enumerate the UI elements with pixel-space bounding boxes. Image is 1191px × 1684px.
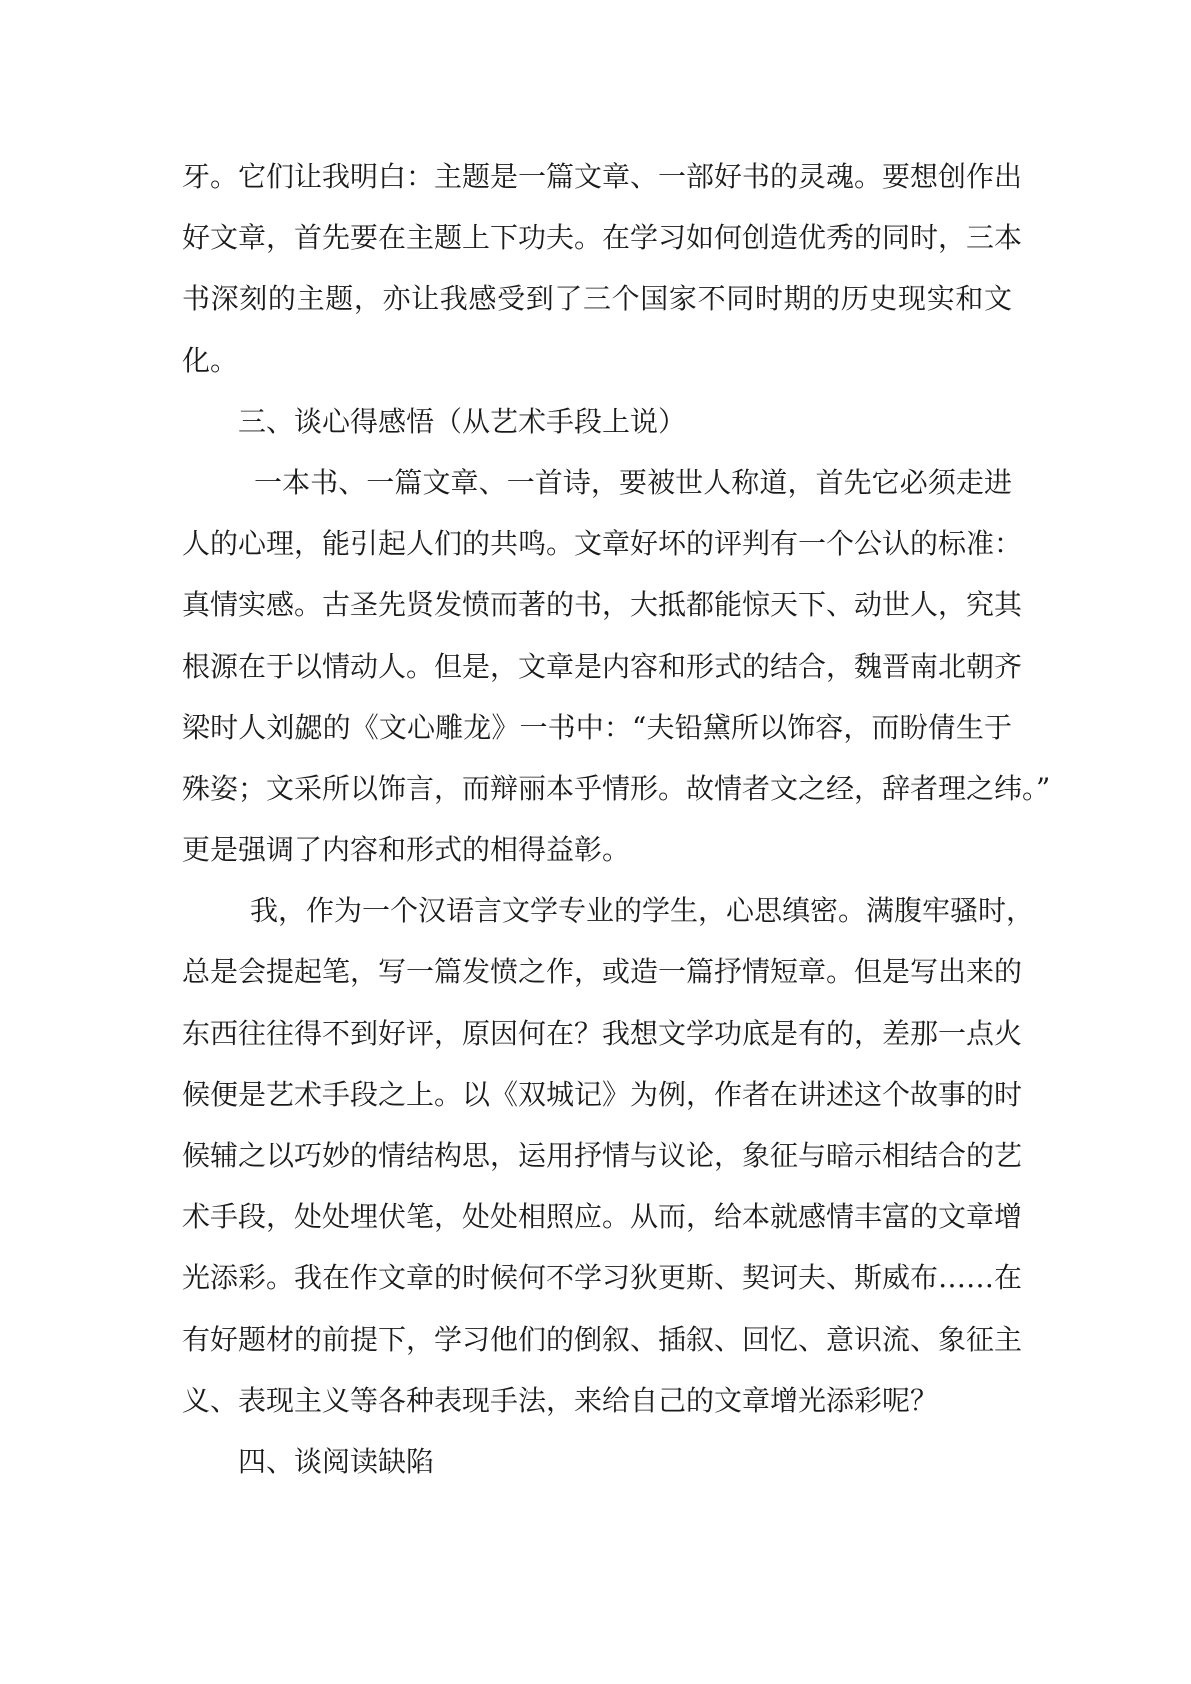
paragraph-line: 梁时人刘勰的《文心雕龙》一书中：“夫铅黛所以饰容，而盼倩生于 [182, 710, 1012, 744]
paragraph-line: 一本书、一篇文章、一首诗，要被世人称道，首先它必须走进 [254, 465, 1012, 499]
document-body [182, 146, 1051, 1492]
section-heading-four: 四、谈阅读缺陷 [238, 1444, 435, 1478]
paragraph-line: 更是强调了内容和形式的相得益彰。 [182, 833, 631, 867]
paragraph-line: 东西往往得不到好评，原因何在？我想文学功底是有的，差那一点火 [182, 1016, 1023, 1050]
paragraph-line: 候辅之以巧妙的情结构思，运用抒情与议论，象征与暗示相结合的艺 [182, 1139, 1023, 1172]
section-heading-three: 三、谈心得感悟（从艺术手段上说） [238, 404, 687, 438]
paragraph-line: 牙。它们让我明白：主题是一篇文章、一部好书的灵魂。要想创作出 [182, 160, 1023, 193]
paragraph-line: 有好题材的前提下，学习他们的倒叙、插叙、回忆、意识流、象征主 [182, 1322, 1023, 1356]
paragraph-line: 好文章，首先要在主题上下功夫。在学习如何创造优秀的同时，三本 [182, 221, 1023, 255]
paragraph-line: 我，作为一个汉语言文学专业的学生，心思缜密。满腹牢骚时， [250, 894, 1035, 928]
paragraph-line: 术手段，处处埋伏笔，处处相照应。从而，给本就感情丰富的文章增 [182, 1200, 1023, 1234]
paragraph-line: 真情实感。古圣先贤发愤而著的书，大抵都能惊天下、动世人，究其 [182, 588, 1023, 622]
paragraph-line: 人的心理，能引起人们的共鸣。文章好坏的评判有一个公认的标准： [182, 527, 1023, 561]
paragraph-line: 殊姿；文采所以饰言，而辩丽本乎情形。故情者文之经，辞者理之纬。” [182, 771, 1051, 805]
paragraph-line: 候便是艺术手段之上。以《双城记》为例，作者在讲述这个故事的时 [182, 1077, 1023, 1111]
paragraph-line: 义、表现主义等各种表现手法，来给自己的文章增光添彩呢？ [182, 1383, 939, 1417]
paragraph-line: 化。 [182, 343, 239, 377]
paragraph-line: 总是会提起笔，写一篇发愤之作，或造一篇抒情短章。但是写出来的 [182, 955, 1023, 989]
paragraph-line: 光添彩。我在作文章的时候何不学习狄更斯、契诃夫、斯威布……在 [182, 1261, 1023, 1295]
paragraph-line: 书深刻的主题，亦让我感受到了三个国家不同时期的历史现实和文 [182, 282, 1012, 316]
paragraph-line: 根源在于以情动人。但是，文章是内容和形式的结合，魏晋南北朝齐 [182, 649, 1023, 683]
